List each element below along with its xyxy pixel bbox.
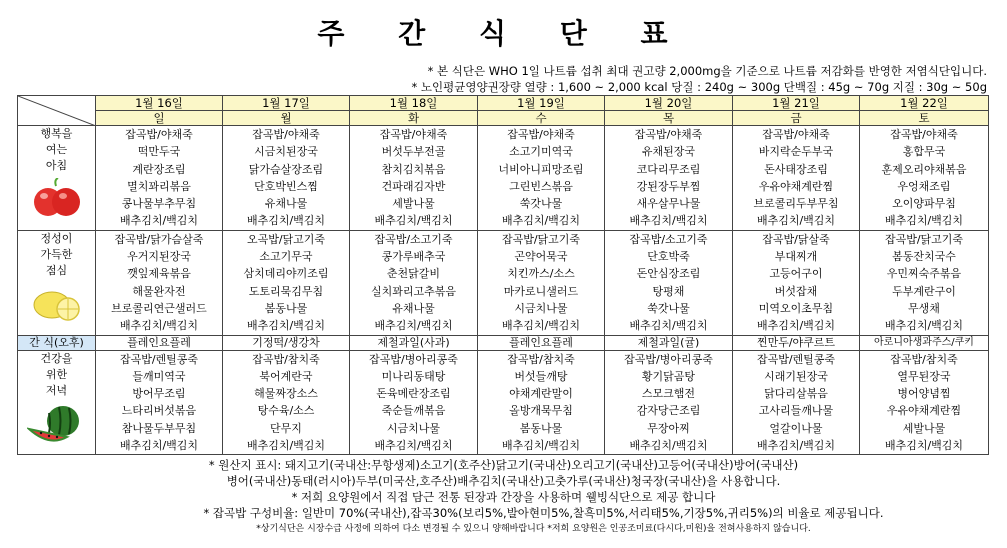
dinner-row: [18, 350, 989, 455]
snack-cell-6: 아로니아생과주스/쿠키: [860, 335, 989, 350]
menu-item: 콩나물부추무침: [121, 197, 197, 211]
menu-item: 감자당근조림: [636, 404, 701, 418]
menu-item: 소고기미역국: [509, 145, 573, 159]
date-cell-0: 1월 16일: [96, 96, 223, 111]
date-cell-4: 1월 20일: [605, 96, 733, 111]
menu-item: 마카로니샐러드: [503, 284, 579, 298]
menu-item: 브로콜리연근샐러드: [111, 301, 207, 315]
menu-item: 돈안심장조림: [636, 267, 701, 281]
weekday-row: [18, 111, 989, 126]
menu-item: 새우살무나물: [636, 197, 701, 211]
menu-item: 잡곡밥/참치죽: [507, 352, 575, 366]
menu-item: 그린빈스볶음: [509, 179, 573, 193]
dinner-label-line: 저녁: [45, 383, 68, 397]
apple-icon: [30, 178, 84, 218]
menu-item: 무생채: [908, 301, 940, 315]
breakfast-cell-1: [223, 126, 350, 231]
nutrition-note: * 노인평균영양권장량 열량 : 1,600 ~ 2,000 kcal 당질 : 240g ~ 300g 단백질 : 45g ~ 70g 지질 : 30g ~ 50g: [411, 80, 987, 94]
menu-item: 두부계란구이: [892, 284, 956, 298]
menu-item: 단호박죽: [647, 250, 690, 264]
menu-item: 도토리묵김무침: [248, 284, 324, 298]
corner-cell: [18, 96, 96, 126]
watermelon-icon: [27, 403, 87, 443]
menu-item: 배추김치/백김치: [374, 319, 453, 333]
dinner-label-line: 건강을: [40, 351, 73, 365]
date-cell-2: 1월 18일: [350, 96, 478, 111]
menu-item: 배추김치/백김치: [501, 439, 581, 453]
menu-item: 훈제오리야채볶음: [881, 162, 967, 176]
menu-item: 춘천닭갈비: [386, 267, 441, 281]
breakfast-label-line: 행복을: [40, 127, 73, 140]
dinner-cell-5: [733, 350, 860, 455]
menu-item: 배추김치/백김치: [246, 439, 326, 453]
weekday-cell-5: 금: [733, 111, 860, 126]
menu-item: 배추김치/백김치: [756, 319, 836, 333]
menu-item: 잡곡밥/닭살죽: [762, 232, 830, 246]
lunch-label-line: 점심: [45, 263, 68, 277]
menu-item: 우민찌숙주볶음: [886, 267, 962, 281]
menu-item: 삼치데리야끼조림: [243, 267, 329, 281]
dinner-cell-4: [605, 350, 733, 455]
menu-item: 배추김치/백김치: [501, 214, 581, 228]
lunch-cell-5: [733, 230, 860, 335]
weekday-cell-6: 토: [860, 111, 989, 126]
menu-item: 시금치된장국: [254, 145, 318, 159]
menu-item: 시금치나물: [386, 421, 441, 435]
menu-item: 배추김치/백김치: [246, 214, 326, 228]
menu-item: 잡곡밥/닭가슴살죽: [114, 232, 204, 246]
menu-item: 닭다리살볶음: [764, 387, 828, 401]
weekday-cell-0: 일: [96, 111, 223, 126]
snack-label: 간 식(오후): [18, 335, 96, 350]
menu-item: 열무된장국: [897, 369, 951, 383]
menu-item: 잡곡밥/소고기죽: [374, 232, 453, 246]
weekday-cell-3: 수: [478, 111, 605, 126]
menu-item: 고사리들깨나물: [758, 404, 834, 418]
menu-item: 시금치나물: [514, 301, 568, 315]
lunch-cell-3: [478, 230, 605, 335]
menu-item: 배추김치/백김치: [246, 319, 326, 333]
menu-item: 배추김치/백김치: [884, 214, 964, 228]
lunch-cell-0: [96, 230, 223, 335]
breakfast-label-line: 아침: [45, 159, 68, 172]
menu-item: 시래기된장국: [764, 369, 828, 383]
menu-item: 배추김치/백김치: [756, 439, 836, 453]
breakfast-label-line: 여는: [45, 143, 68, 156]
dinner-cell-3: [478, 350, 605, 455]
menu-item: 실치꽈리고추볶음: [370, 284, 456, 298]
menu-item: 잡곡밥/야채죽: [252, 128, 320, 141]
menu-item: 탕평채: [652, 284, 685, 298]
menu-item: 홍합무국: [902, 145, 946, 159]
menu-item: 오곡밥/닭고기죽: [246, 232, 326, 246]
menu-item: 브로콜리두부무침: [753, 197, 839, 211]
menu-item: 단무지: [270, 421, 302, 435]
snack-row: [18, 335, 989, 350]
menu-item: 강된장두부찜: [636, 179, 701, 193]
origin-note-line2: 병어(국내산)동태(러시아)두부(미국산,호주산)배추김치(국내산)고춧가루(국내산)청국장(국내산)을 사용합니다.: [226, 474, 781, 488]
menu-item: 방어무조림: [132, 387, 186, 401]
menu-item: 잡곡밥/야채죽: [634, 128, 703, 141]
menu-item: 단호박빈스찜: [254, 179, 318, 193]
weekday-cell-2: 화: [350, 111, 478, 126]
lunch-cell-2: [350, 230, 478, 335]
menu-item: 배추김치/백김치: [884, 319, 964, 333]
menu-item: 깻잎제육볶음: [127, 267, 191, 281]
menu-item: 우엉채조림: [897, 179, 951, 193]
menu-item: 유채나물: [392, 301, 435, 315]
menu-item: 잡곡밥/참치죽: [890, 352, 958, 366]
snack-cell-2: 제철과일(사과): [350, 335, 478, 350]
menu-item: 배추김치/백김치: [629, 439, 708, 453]
snack-cell-1: 기정떡/생강차: [223, 335, 350, 350]
menu-item: 배추김치/백김치: [756, 214, 836, 228]
dinner-label-line: 위한: [45, 367, 68, 381]
breakfast-row: [18, 126, 989, 231]
menu-item: 버섯들깨탕: [514, 369, 568, 383]
menu-item: 멸치꽈리볶음: [127, 179, 191, 193]
menu-item: 배추김치/백김치: [501, 319, 581, 333]
menu-item: 우유야채계란찜: [758, 179, 834, 193]
menu-item: 코다리무조림: [636, 162, 701, 176]
menu-item: 바지락순두부국: [758, 145, 834, 159]
menu-item: 잡곡밥/닭고기죽: [884, 232, 964, 246]
menu-item: 돈육메란장조림: [376, 387, 451, 401]
menu-item: 무장아찌: [647, 421, 690, 435]
lemon-icon: [30, 283, 84, 323]
lunch-label-line: 가득한: [40, 247, 73, 261]
dinner-cell-6: [860, 350, 989, 455]
snack-cell-5: 찐만두/야쿠르트: [733, 335, 860, 350]
menu-item: 배추김치/백김치: [119, 319, 199, 333]
menu-item: 잡곡밥/야채죽: [507, 128, 575, 141]
snack-cell-3: 플레인요플레: [478, 335, 605, 350]
date-cell-3: 1월 19일: [478, 96, 605, 111]
menu-item: 잡곡밥/소고기죽: [629, 232, 708, 246]
menu-item: 배추김치/백김치: [629, 214, 708, 228]
sodium-note: * 본 식단은 WHO 1일 나트륨 섭취 최대 권고량 2,000mg을 기준으로 나트륨 저감화를 반영한 저염식단입니다.: [427, 64, 987, 78]
menu-item: 미역오이초무침: [758, 301, 834, 315]
menu-item: 해물완자전: [132, 284, 186, 298]
breakfast-cell-6: [860, 126, 989, 231]
menu-item: 얼갈이나물: [769, 421, 823, 435]
menu-item: 세발나물: [902, 421, 946, 435]
breakfast-cell-2: [350, 126, 478, 231]
menu-item: 세발나물: [392, 197, 435, 211]
menu-item: 유채나물: [264, 197, 308, 211]
menu-item: 돈사태장조림: [764, 162, 828, 176]
menu-item: 북어계란국: [259, 369, 313, 383]
lunch-cell-6: [860, 230, 989, 335]
menu-item: 소고기무국: [259, 250, 313, 264]
menu-item: 올방개묵무침: [509, 404, 573, 418]
breakfast-cell-3: [478, 126, 605, 231]
menu-item: 잡곡밥/야채죽: [125, 128, 193, 141]
menu-item: 배추김치/백김치: [884, 439, 964, 453]
menu-item: 참나물두부무침: [121, 421, 197, 435]
menu-item: 우거지된장국: [127, 250, 191, 264]
menu-item: 잡곡밥/야채죽: [890, 128, 958, 141]
menu-item: 황기닭곰탕: [641, 369, 696, 383]
date-cell-6: 1월 22일: [860, 96, 989, 111]
date-cell-1: 1월 17일: [223, 96, 350, 111]
menu-item: 해물짜장소스: [254, 387, 318, 401]
menu-item: 유채된장국: [641, 145, 696, 159]
menu-item: 탕수육/소스: [257, 404, 315, 418]
weekly-menu-table: [17, 95, 989, 455]
menu-item: 배추김치/백김치: [119, 439, 199, 453]
breakfast-cell-5: [733, 126, 860, 231]
menu-item: 콩가루배추국: [381, 250, 446, 264]
sauce-note: * 저희 요양원에서 직접 담근 전통 된장과 간장을 사용하며 웰빙식단으로 제공 합니다: [291, 490, 716, 504]
menu-item: 잡곡밥/참치죽: [252, 352, 320, 366]
lunch-cell-1: [223, 230, 350, 335]
menu-item: 봄동나물: [519, 421, 563, 435]
page-title: 주 간 식 단 표: [317, 17, 690, 50]
menu-item: 잡곡밥/렌틸콩죽: [119, 352, 199, 366]
menu-item: 닭가슴살장조림: [248, 162, 324, 176]
menu-item: 버섯두부전골: [381, 145, 446, 159]
menu-item: 너비아니피망조림: [498, 162, 584, 176]
menu-item: 건파래김자반: [381, 179, 446, 193]
menu-item: 우유야채계란찜: [886, 404, 962, 418]
breakfast-label: [18, 126, 96, 231]
menu-item: 배추김치/백김치: [374, 439, 453, 453]
menu-item: 부대찌개: [774, 250, 818, 264]
menu-item: 죽순들깨볶음: [381, 404, 446, 418]
menu-item: 병어양념찜: [897, 387, 951, 401]
dinner-label: [18, 350, 96, 455]
menu-item: 배추김치/백김치: [119, 214, 199, 228]
weekday-cell-1: 월: [223, 111, 350, 126]
menu-item: 잡곡밥/병아리콩죽: [624, 352, 713, 366]
menu-item: 잡곡밥/렌틸콩죽: [756, 352, 836, 366]
dinner-cell-1: [223, 350, 350, 455]
breakfast-cell-0: [96, 126, 223, 231]
lunch-row: [18, 230, 989, 335]
menu-item: 잡곡밥/야채죽: [379, 128, 448, 141]
menu-item: 쑥갓나물: [647, 301, 690, 315]
menu-item: 느타리버섯볶음: [121, 404, 197, 418]
menu-item: 들깨미역국: [132, 369, 186, 383]
menu-item: 스모크햄전: [641, 387, 696, 401]
menu-item: 배추김치/백김치: [374, 214, 453, 228]
menu-item: 곤약어묵국: [514, 250, 568, 264]
dinner-cell-0: [96, 350, 223, 455]
breakfast-cell-4: [605, 126, 733, 231]
menu-item: 잡곡밥/병아리콩죽: [369, 352, 458, 366]
dinner-cell-2: [350, 350, 478, 455]
menu-item: 잡곡밥/야채죽: [762, 128, 830, 141]
menu-item: 참치김치볶음: [381, 162, 446, 176]
menu-item: 봄동잔치국수: [892, 250, 956, 264]
snack-cell-4: 제철과일(귤): [605, 335, 733, 350]
menu-item: 배추김치/백김치: [629, 319, 708, 333]
weekday-cell-4: 목: [605, 111, 733, 126]
menu-item: 쑥갓나물: [519, 197, 563, 211]
menu-item: 미나리동태탕: [381, 369, 446, 383]
menu-item: 고등어구이: [769, 267, 823, 281]
grain-ratio-note: * 잡곡밥 구성비율: 일반미 70%(국내산),잡곡30%(보리5%,발아현미5%,찰흑미5%,서리태5%,기장5%,귀리5%)의 비율로 제공됩니다.: [203, 506, 884, 520]
change-notice: *상기식단은 시장수급 사정에 의하여 다소 변경될 수 있으니 양해바랍니다 *저희 요양원은 인공조미료(다시다,미원)을 전혀사용하지 않습니다.: [256, 524, 811, 534]
menu-item: 치킨까스/소스: [507, 267, 575, 281]
lunch-cell-4: [605, 230, 733, 335]
menu-item: 오이양파무침: [892, 197, 956, 211]
date-cell-5: 1월 21일: [733, 96, 860, 111]
menu-item: 잡곡밥/닭고기죽: [501, 232, 581, 246]
menu-item: 버섯잡채: [774, 284, 818, 298]
lunch-label: [18, 230, 96, 335]
date-row: [18, 96, 989, 111]
menu-item: 야채계란말이: [509, 387, 573, 401]
menu-item: 봄동나물: [264, 301, 308, 315]
menu-item: 떡만두국: [137, 145, 181, 159]
lunch-label-line: 정성이: [40, 231, 73, 245]
corner-diagonal-icon: [18, 96, 96, 126]
snack-cell-0: 플레인요플레: [96, 335, 223, 350]
origin-note-line1: * 원산지 표시: 돼지고기(국내산:무항생제)소고기(호주산)닭고기(국내산)오리고기(국내산)고등어(국내산)방어(국내산): [208, 458, 799, 472]
menu-item: 계란장조림: [132, 162, 186, 176]
